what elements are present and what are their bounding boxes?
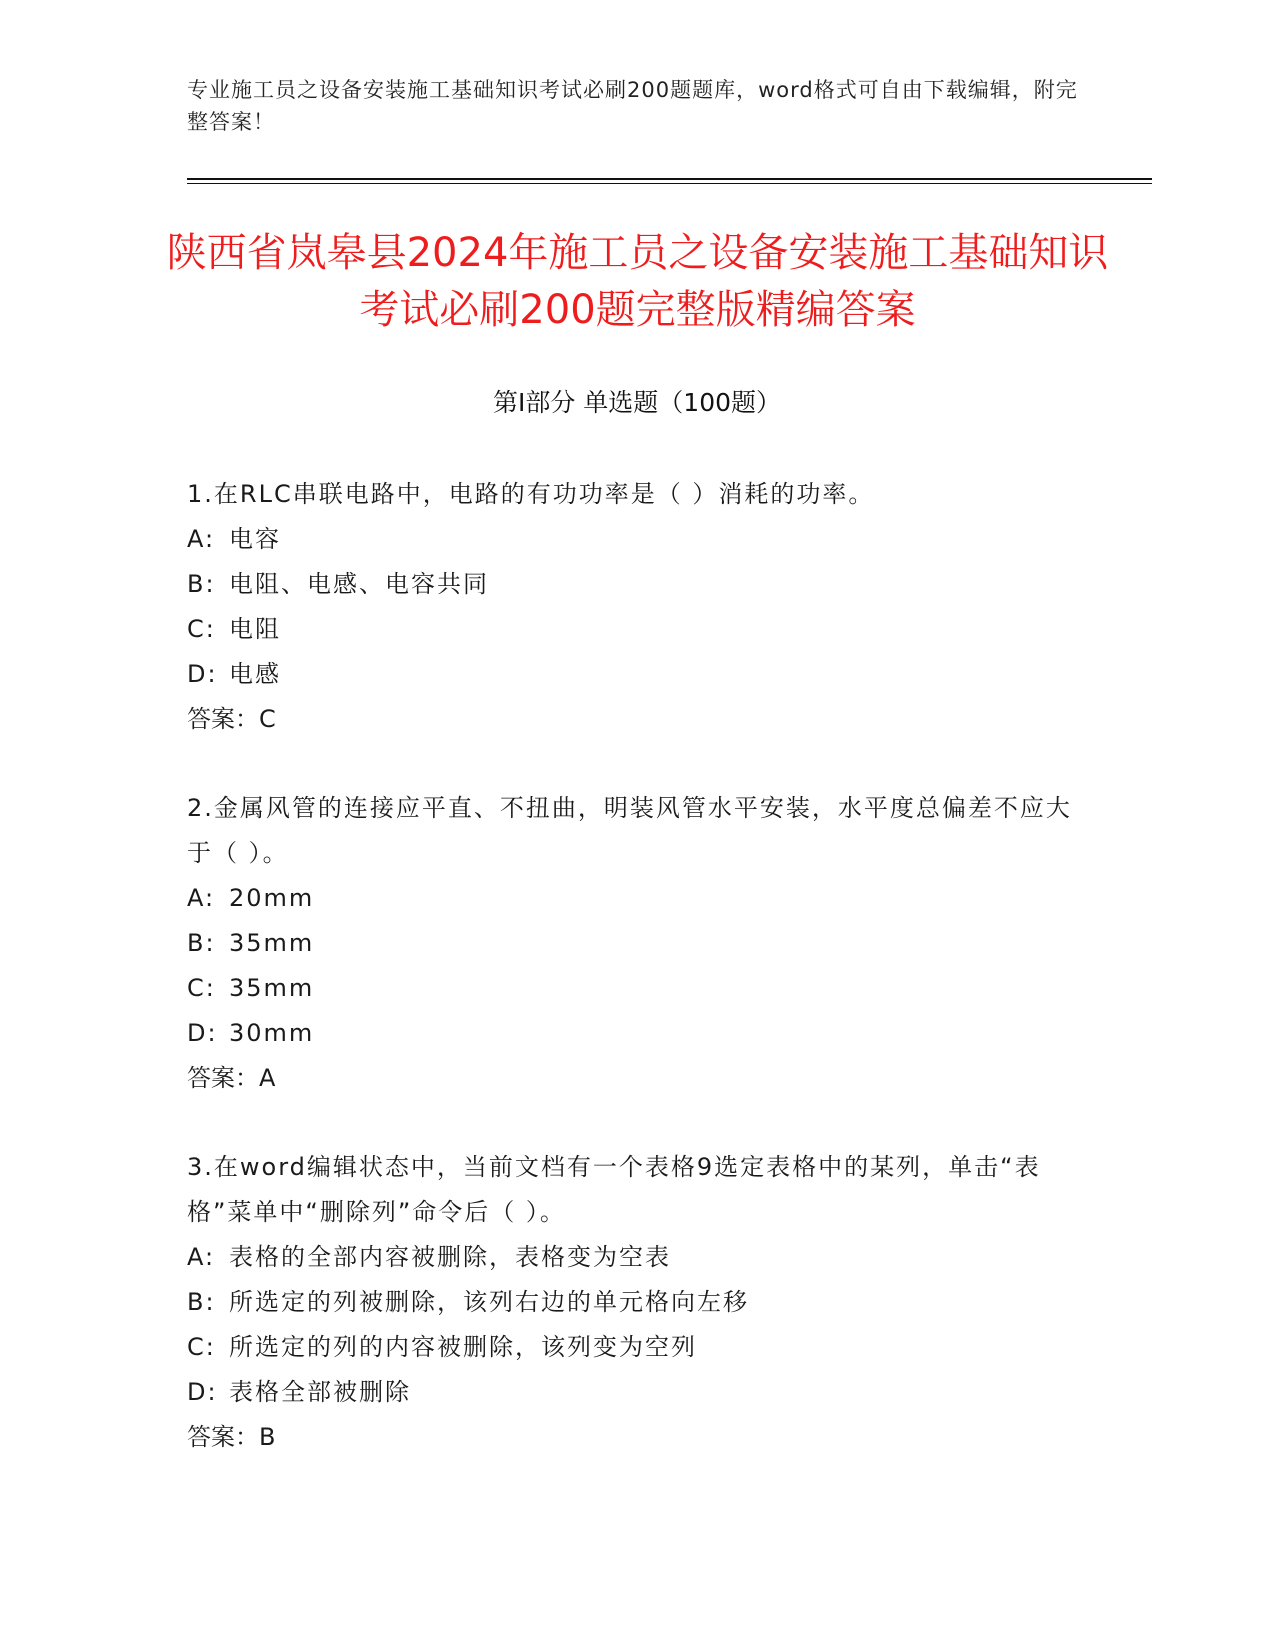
option-b: [187, 1280, 1087, 1325]
option-letter: D:: [187, 1378, 218, 1406]
option-text: 电阻、电感、电容共同: [229, 570, 489, 598]
option-d: [187, 1011, 1087, 1056]
option-letter: C:: [187, 615, 216, 643]
option-letter: C:: [187, 1333, 216, 1361]
question-1: [187, 472, 1087, 742]
section-title: 第Ⅰ部分 单选题（100题）: [492, 388, 782, 417]
answer: 答案：A: [187, 1064, 276, 1092]
option-text: 所选定的列被删除，该列右边的单元格向左移: [229, 1288, 749, 1316]
question-list: [187, 472, 1087, 1504]
option-d: [187, 1370, 1087, 1415]
option-letter: B:: [187, 570, 216, 598]
option-text: 35mm: [229, 974, 315, 1002]
option-text: 电阻: [229, 615, 281, 643]
option-text: 电感: [229, 660, 281, 688]
header-rule-thick: [187, 178, 1152, 180]
option-letter: B:: [187, 929, 216, 957]
option-letter: B:: [187, 1288, 216, 1316]
option-text: 表格的全部内容被删除，表格变为空表: [229, 1243, 671, 1271]
option-text: 电容: [229, 525, 281, 553]
answer: 答案：C: [187, 705, 276, 733]
option-a: [187, 876, 1087, 921]
option-d: [187, 652, 1087, 697]
option-a: [187, 517, 1087, 562]
option-text: 表格全部被删除: [229, 1378, 411, 1406]
question-stem: 2.金属风管的连接应平直、不扭曲，明装风管水平安装，水平度总偏差不应大于（ ）。: [187, 794, 1072, 867]
option-text: 35mm: [229, 929, 315, 957]
question-stem: 3.在word编辑状态中，当前文档有一个表格9选定表格中的某列，单击“表格”菜单中“删除列”命令后（ ）。: [187, 1153, 1041, 1226]
option-b: [187, 921, 1087, 966]
header-rule-thin: [187, 183, 1152, 184]
option-text: 20mm: [229, 884, 315, 912]
question-3: [187, 1145, 1087, 1460]
option-letter: D:: [187, 660, 218, 688]
answer: 答案：B: [187, 1423, 276, 1451]
question-2: [187, 786, 1087, 1101]
option-text: 所选定的列的内容被删除，该列变为空列: [229, 1333, 697, 1361]
option-c: [187, 966, 1087, 1011]
option-b: [187, 562, 1087, 607]
option-letter: C:: [187, 974, 216, 1002]
option-text: 30mm: [229, 1019, 315, 1047]
header-note: 专业施工员之设备安装施工基础知识考试必刷200题题库，word格式可自由下载编辑，附完整答案！: [187, 78, 1078, 134]
option-c: [187, 607, 1087, 652]
option-c: [187, 1325, 1087, 1370]
option-letter: D:: [187, 1019, 218, 1047]
question-stem: 1.在RLC串联电路中，电路的有功功率是（ ）消耗的功率。: [187, 480, 875, 508]
option-letter: A:: [187, 1243, 216, 1271]
option-a: [187, 1235, 1087, 1280]
option-letter: A:: [187, 525, 216, 553]
option-letter: A:: [187, 884, 216, 912]
document-title: 陕西省岚皋县2024年施工员之设备安装施工基础知识考试必刷200题完整版精编答案: [166, 230, 1109, 333]
